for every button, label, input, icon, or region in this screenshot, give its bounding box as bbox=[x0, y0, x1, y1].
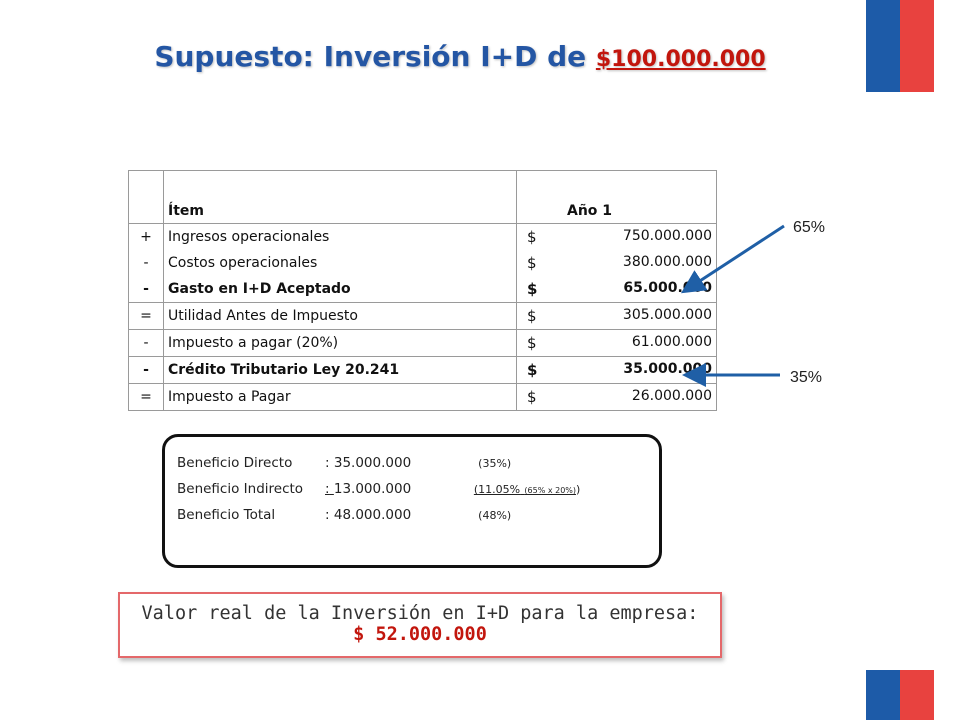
row-item: Costos operacionales bbox=[164, 250, 517, 276]
benefit-total-label: Beneficio Total bbox=[177, 507, 276, 523]
benefit-indirect-pct-small: (65% x 20%) bbox=[524, 486, 577, 495]
row-currency: $ bbox=[527, 334, 537, 352]
benefit-direct-sep: : bbox=[325, 455, 330, 471]
row-amount: 380.000.000 bbox=[622, 254, 712, 270]
row-amount: 61.000.000 bbox=[631, 334, 712, 350]
row-item: Impuesto a Pagar bbox=[164, 384, 517, 411]
row-sign: + bbox=[129, 224, 164, 251]
benefit-direct-label: Beneficio Directo bbox=[177, 455, 293, 471]
benefit-indirect-label: Beneficio Indirecto bbox=[177, 481, 304, 497]
benefit-direct-row bbox=[177, 455, 511, 471]
pct-35-label: 35% bbox=[790, 369, 823, 386]
arrow-65-pointer bbox=[686, 226, 784, 290]
benefits-box bbox=[162, 434, 662, 568]
benefit-indirect-sep: : bbox=[325, 481, 330, 497]
header-item: Ítem bbox=[164, 171, 517, 224]
benefit-indirect-pct: (11.05% bbox=[473, 483, 521, 496]
row-sign: - bbox=[129, 250, 164, 276]
row-currency: $ bbox=[527, 307, 537, 325]
row-amount: 65.000.000 bbox=[623, 280, 712, 296]
benefit-indirect-pct-close: ) bbox=[576, 483, 581, 496]
row-currency: $ bbox=[527, 228, 537, 246]
benefit-total-pct: (48%) bbox=[478, 509, 512, 522]
benefit-indirect-row bbox=[177, 481, 580, 497]
real-value-amount: $ 52.000.000 bbox=[353, 624, 487, 645]
row-item: Impuesto a pagar (20%) bbox=[164, 330, 517, 357]
row-sign: - bbox=[129, 276, 164, 303]
benefit-total-row bbox=[177, 507, 511, 523]
benefit-total-value: 48.000.000 bbox=[333, 507, 412, 523]
row-amount: 26.000.000 bbox=[631, 388, 712, 404]
row-sign: - bbox=[129, 330, 164, 357]
benefit-total-sep: : bbox=[325, 507, 330, 523]
benefit-direct-value: 35.000.000 bbox=[333, 455, 412, 471]
row-currency: $ bbox=[527, 254, 537, 272]
row-amount: 750.000.000 bbox=[622, 228, 712, 244]
row-item: Ingresos operacionales bbox=[164, 224, 517, 251]
row-currency: $ bbox=[527, 280, 538, 298]
row-sign: = bbox=[129, 303, 164, 330]
benefit-direct-pct: (35%) bbox=[478, 457, 512, 470]
row-item: Gasto en I+D Aceptado bbox=[164, 276, 517, 303]
row-item: Crédito Tributario Ley 20.241 bbox=[164, 357, 517, 384]
title-amount: $100.000.000 bbox=[595, 47, 766, 72]
row-item: Utilidad Antes de Impuesto bbox=[164, 303, 517, 330]
pct-65-label: 65% bbox=[793, 219, 826, 236]
benefit-indirect-value: 13.000.000 bbox=[333, 481, 412, 497]
real-value-caption: Valor real de la Inversión en I+D para la empresa: bbox=[141, 603, 699, 624]
row-amount: 305.000.000 bbox=[622, 307, 712, 323]
row-currency: $ bbox=[527, 361, 538, 379]
row-amount: 35.000.000 bbox=[623, 361, 712, 377]
title-text: Supuesto: Inversión I+D de bbox=[154, 40, 587, 73]
row-sign: - bbox=[129, 357, 164, 384]
real-value-box bbox=[118, 592, 722, 658]
header-year: Año 1 bbox=[517, 171, 717, 224]
row-sign: = bbox=[129, 384, 164, 411]
row-currency: $ bbox=[527, 388, 537, 406]
